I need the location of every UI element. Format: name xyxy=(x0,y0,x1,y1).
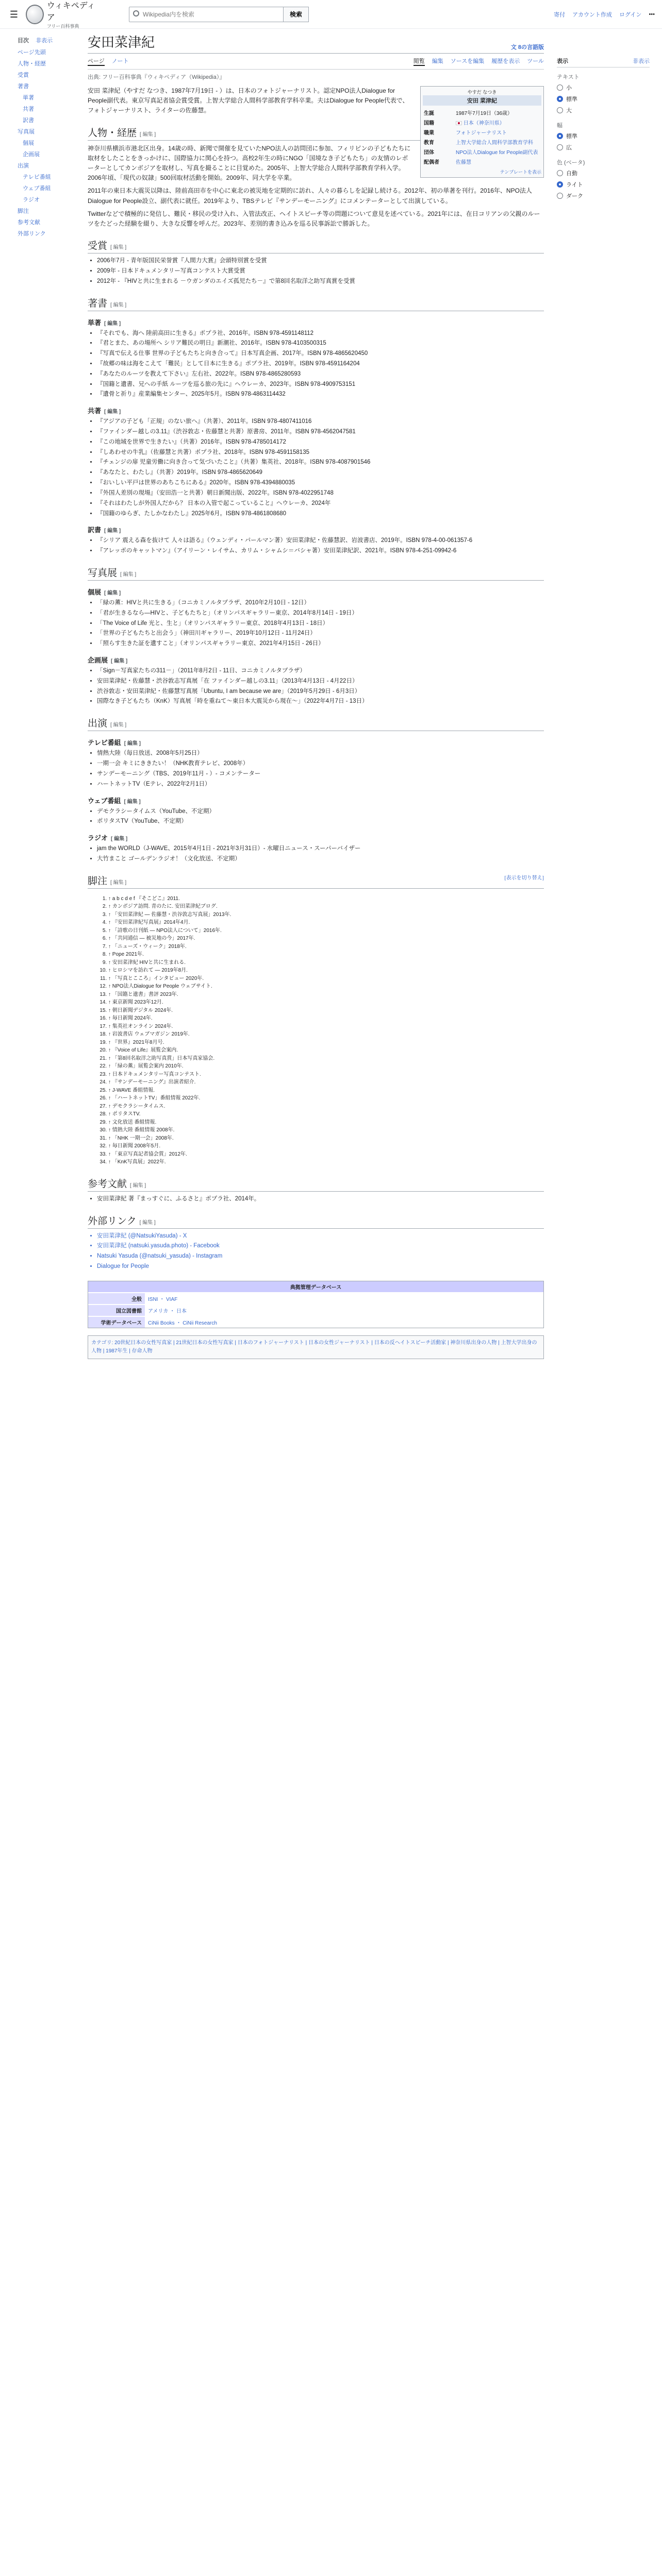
search-form xyxy=(129,7,309,22)
text-size-option[interactable] xyxy=(557,105,650,116)
awards-list xyxy=(88,257,544,286)
list-item: • 渋谷敦志・安田菜津紀・佐藤慧写真展「Ubuntu, I am because we are」（2019年5月29日 - 6月3日） xyxy=(97,687,544,697)
article-source-line: 出典: フリー百科事典『ウィキペディア（Wikipedia）』 xyxy=(88,74,225,80)
bio-paragraph: Twitterなどで積極的に発信し、難民・移民の受け入れ、入管法改正、ヘイトスピーチ等の問題について意見を述べている。2021年には、在日コリアンの父親のルーツをたどった経験を綴り、大きな反響を呼んだ。2023年、差別的書き込みを巡る民事訴訟で勝訴した。 xyxy=(88,210,540,227)
toc-item[interactable]: 単著 xyxy=(23,95,34,101)
color-label: 色 (ベータ) xyxy=(557,160,585,166)
page-title: 安田菜津紀 xyxy=(88,35,155,50)
list-item: • 『チェンジの扉 児童労働に向き合って気づいたこと』（共著）集英社、2018年。ISBN 978-4087901546 xyxy=(97,458,544,467)
subsection-heading: 企画展 [ 編集 ] xyxy=(88,656,128,664)
list-item: • ポリタスTV（YouTube、不定期） xyxy=(97,817,544,826)
bio-paragraph: 2011年の東日本大震災以降は、陸前高田市を中心に東北の被災地を定期的に訪れ、人々の暮らしを記録し続ける。2012年、初の単著を刊行。2016年、NPO法人Dialogue for People設立、副代表に就任。2019年より、TBSテレビ『サンデーモーニング』にコメンテーターとして出演している。 xyxy=(88,187,532,205)
list-item: • 情熱大陸（毎日放送、2008年5月25日） xyxy=(97,749,544,758)
section-heading-media: 出演 [ 編集 ] xyxy=(88,716,544,731)
section-heading-notes: 脚注 [ 編集 ] [表示を切り替え] xyxy=(88,873,544,889)
appearance-title: 表示 xyxy=(557,58,568,64)
navbox-title: 典拠管理データベース xyxy=(88,1281,543,1292)
reference-item[interactable]: 4. ↑ 『安田菜津紀写真展』2014年4月. xyxy=(108,919,544,927)
text-size-option[interactable] xyxy=(557,82,650,93)
reference-item[interactable]: 8. ↑ Pope 2021年. xyxy=(108,951,544,959)
edit-link[interactable]: [ 編集 ] xyxy=(110,302,127,308)
toc-hide-button[interactable]: 非表示 xyxy=(36,38,53,44)
subsection-heading: ウェブ番組 [ 編集 ] xyxy=(88,796,141,805)
table-of-contents xyxy=(18,36,79,239)
reference-item[interactable]: 24. ↑ 『サンデーモーニング』出演者紹介. xyxy=(108,1079,544,1087)
reference-item[interactable]: 25. ↑ J-WAVE 番組情報. xyxy=(108,1087,544,1095)
category-links[interactable]: カテゴリ: 20世紀日本の女性写真家 | 21世紀日本の女性写真家 | 日本のフォトジャーナリスト | 日本の女性ジャーナリスト | 日本の反ヘイトスピーチ活動家 | 神奈川県出身の人物 | 上智大学出身の人物 | 1987年生 | 存命人物 xyxy=(88,1335,544,1359)
reference-item[interactable]: 33. ↑ 「東京写真記者協会賞」2012年. xyxy=(108,1151,544,1159)
list-item: • 『遺骨と祈り』産業編集センター、2025年5月。ISBN 978-4863114432 xyxy=(97,390,544,399)
section-heading-bio: 人物・経歴 [ 編集 ] xyxy=(88,125,544,141)
list-item: • 2006年7月 - 青年版国民栄誉賞『人間力大賞』会頭特別賞を受賞 xyxy=(97,257,544,266)
reference-item[interactable]: 10. ↑ ヒロシマを訪れて ― 2019年8月. xyxy=(108,967,544,975)
edit-link[interactable]: [ 編集 ] xyxy=(120,571,137,578)
login-link[interactable]: ログイン xyxy=(619,11,642,18)
edit-link[interactable]: [ 編集 ] xyxy=(104,409,121,415)
reference-item[interactable]: 29. ↑ 文化放送 番組情報. xyxy=(108,1119,544,1127)
reference-item[interactable]: 5. ↑ 「詩歌の日刊紙 ― NPO法人について」2016年. xyxy=(108,927,544,935)
reference-item[interactable]: 27. ↑ デモクラシータイムス. xyxy=(108,1103,544,1111)
reference-item[interactable]: 17. ↑ 集英社オンライン 2024年. xyxy=(108,1023,544,1031)
list-item: • 2009年 - 日本ドキュメンタリー写真コンテスト大賞受賞 xyxy=(97,267,544,276)
toc-item[interactable]: 参考文献 xyxy=(18,219,40,226)
list-item: • 『写真で伝える仕事 世界の子どもたちと向き合って』日本写真企画、2017年。ISBN 978-4865620450 xyxy=(97,349,544,359)
appearance-hide-button[interactable]: 非表示 xyxy=(633,58,650,64)
search-input[interactable] xyxy=(129,7,284,22)
list-item: • 『あなたと、わたし』（共著）2019年。ISBN 978-4865620649 xyxy=(97,468,544,478)
page-tabs xyxy=(88,57,544,70)
intro-paragraph: 安田 菜津紀（やすだ なつき、1987年7月19日 - ）は、日本のフォトジャーナリスト。認定NPO法人Dialogue for People副代表。東京写真記者協会賞受賞。上智大学総合人間科学部教育学科卒業。夫はDialogue for People代表で、フォトジャーナリスト、ライターの佐藤慧。 xyxy=(88,87,409,114)
donate-link[interactable]: 寄付 xyxy=(554,11,566,18)
list-item: • 『アジアの子ども「正規」のない旅へ』（共著）、2011年。ISBN 978-4807411016 xyxy=(97,417,544,427)
radio-icon xyxy=(557,170,563,176)
main-menu-icon[interactable]: ☰ xyxy=(9,9,19,20)
infobox-name: 安田 菜津紀 xyxy=(423,95,541,106)
reference-item[interactable]: 15. ↑ 朝日新聞デジタル 2024年. xyxy=(108,1007,544,1015)
references-list xyxy=(88,895,544,1167)
list-item: • 『外国人差別の現場』（安田浩一と共著）朝日新聞出版、2022年。ISBN 978-4022951748 xyxy=(97,489,544,498)
list-item: • 『シリア 震える森を抜けて 人々は語る』（ウェンディ・パールマン著）安田菜津紀・佐藤慧訳、岩波書店、2019年。ISBN 978-4-00-061357-6 xyxy=(97,536,544,546)
reference-item[interactable]: 7. ↑ 「ニューズ・ウィーク」2018年. xyxy=(108,943,544,951)
edit-link[interactable]: [ 編集 ] xyxy=(110,879,127,886)
radio-icon xyxy=(557,144,563,150)
toc-item[interactable]: ラジオ xyxy=(23,197,40,203)
toc-item[interactable]: 脚注 xyxy=(18,208,29,214)
toc-item[interactable]: 外部リンク xyxy=(18,231,46,237)
search-icon xyxy=(133,10,139,16)
list-item: • 安田菜津紀・佐藤慧・渋谷敦志写真展「在 ファインダー越しの3.11」（2013年4月13日 - 4月22日） xyxy=(97,677,544,686)
appearance-panel xyxy=(557,57,650,201)
option-label: ダーク xyxy=(566,193,583,199)
edit-link[interactable]: [ 編集 ] xyxy=(111,658,128,664)
section-heading-awards: 受賞 [ 編集 ] xyxy=(88,238,544,253)
reference-item[interactable]: 26. ↑ 「ハートネットTV」番組情報 2022年. xyxy=(108,1095,544,1103)
edit-link[interactable]: [ 編集 ] xyxy=(139,1219,156,1226)
subsection-heading: 単著 [ 編集 ] xyxy=(88,318,121,327)
list-item: • 『アレッポのキャットマン』（アイリーン・レイサム、カリム・シャムシ＝バシャ著）安田菜津紀訳、2021年。ISBN 978-4-251-09942-6 xyxy=(97,547,544,556)
subsection-heading: テレビ番組 [ 編集 ] xyxy=(88,739,141,747)
list-item: • 一期一会 キミにききたい！（NHK教育テレビ、2008年） xyxy=(97,759,544,769)
article-content xyxy=(88,32,544,1359)
list-item: • 安田菜津紀 著『まっすぐに、ふるさと』ポプラ社、2014年。 xyxy=(97,1195,544,1204)
toggle-notes-button[interactable]: [表示を切り替え] xyxy=(504,875,544,881)
language-button[interactable]: 文 8の言語版 xyxy=(510,44,544,50)
list-item: • 「The Voice of Life 光と、生と」（オリンパスギャラリー東京、2018年4月13日 - 18日） xyxy=(97,619,544,629)
subsection-heading: 個展 [ 編集 ] xyxy=(88,588,121,596)
infobox-row: 配偶者 佐藤慧 xyxy=(424,160,471,165)
site-header xyxy=(0,0,662,29)
reference-item[interactable]: 9. ↑ 安田菜津紀 HIVと共に生まれる. xyxy=(108,959,544,967)
edit-link[interactable]: [ 編集 ] xyxy=(110,722,127,728)
reference-item[interactable]: 23. ↑ 日本ドキュメンタリー写真コンテスト. xyxy=(108,1071,544,1079)
navbox-row: 国立図書館 アメリカ ・ 日本 xyxy=(88,1304,543,1316)
toc-item[interactable]: 訳書 xyxy=(23,117,34,124)
navbox-row: 全般 ISNI ・ VIAF xyxy=(88,1293,543,1304)
color-option[interactable] xyxy=(557,190,650,201)
option-label: 小 xyxy=(566,85,572,91)
infobox-row: 生誕 1987年7月19日（36歳） xyxy=(424,111,513,116)
reference-item[interactable]: 32. ↑ 毎日新聞 2008年5月. xyxy=(108,1143,544,1150)
infobox xyxy=(420,86,544,178)
subsection-heading: ラジオ [ 編集 ] xyxy=(88,834,128,842)
radio-selected-icon xyxy=(557,96,563,102)
single-books-list xyxy=(88,329,544,400)
list-item: • 『おいしい平戸は世界のあちこちにある』2020年。ISBN 978-4394880035 xyxy=(97,479,544,488)
list-item: • 『ファインダー越しの3.11』（渋谷敦志・佐藤慧と共著）原書房、2011年。ISBN 978-4562047581 xyxy=(97,428,544,437)
edit-link[interactable]: [ 編集 ] xyxy=(124,799,141,805)
text-size-label: テキスト xyxy=(557,74,580,80)
toc-item[interactable]: テレビ番組 xyxy=(23,174,51,180)
edit-link[interactable]: [ 編集 ] xyxy=(104,590,121,596)
width-option[interactable] xyxy=(557,130,650,142)
toc-item[interactable]: 個展 xyxy=(23,140,34,146)
reference-item[interactable]: 20. ↑ 『Voice of Life』展覧会案内. xyxy=(108,1047,544,1055)
list-item: • 『君とまた、あの場所へ シリア難民の明日』新潮社、2016年。ISBN 978-4103500315 xyxy=(97,339,544,348)
color-option[interactable] xyxy=(557,167,650,179)
toc-item[interactable]: 共著 xyxy=(23,106,34,112)
toc-item[interactable]: 著書 xyxy=(18,83,29,90)
radio-selected-icon xyxy=(557,133,563,139)
search-button[interactable]: 検索 xyxy=(284,7,309,22)
subsection-heading: 訳書 [ 編集 ] xyxy=(88,526,121,534)
external-link[interactable]: • 安田菜津紀 (natsuki.yasuda.photo) - Facebook xyxy=(97,1242,544,1251)
solo-exhibits-list xyxy=(88,599,544,649)
toc-item[interactable]: 受賞 xyxy=(18,72,29,78)
reference-item[interactable]: 11. ↑ 「写真とこころ」インタビュー 2020年. xyxy=(108,975,544,983)
external-link[interactable]: • 安田菜津紀 (@NatsukiYasuda) - X xyxy=(97,1232,544,1241)
toc-item[interactable]: 人物・経歴 xyxy=(18,61,46,67)
edit-link[interactable]: [ 編集 ] xyxy=(140,131,156,138)
radio-icon xyxy=(557,193,563,199)
list-item: • 大竹まこと ゴールデンラジオ！（文化放送、不定期） xyxy=(97,855,544,864)
list-item: • 『国籍と遺書、兄への手紙 ルーツを巡る旅の先に』ヘウレーカ、2023年。ISBN 978-4909753151 xyxy=(97,380,544,389)
list-item: • 『故郷の味は海をこえて「難民」として日本に生きる』ポプラ社、2019年。ISBN 978-4591164204 xyxy=(97,360,544,369)
tab-edit[interactable]: 編集 xyxy=(432,58,443,64)
list-item: • デモクラシータイムス（YouTube、不定期） xyxy=(97,807,544,817)
list-item: • 「君が生きるなら―HIVと、子どもたちと」（オリンパスギャラリー東京、2014年8月14日 - 19日） xyxy=(97,609,544,618)
color-option[interactable] xyxy=(557,179,650,190)
group-exhibits-list xyxy=(88,667,544,706)
infobox-kana: やすだ なつき xyxy=(467,90,497,95)
list-item: • 「緑の薫：HIVと共に生きる」（コニカミノルタプラザ、2010年2月10日 - 12日） xyxy=(97,599,544,608)
toc-item[interactable]: ウェブ番組 xyxy=(23,185,51,192)
authority-control-navbox xyxy=(88,1281,544,1328)
list-item: • 『しあわせの牛乳』（佐藤慧と共著）ポプラ社、2018年。ISBN 978-4591158135 xyxy=(97,448,544,457)
section-heading-ext: 外部リンク [ 編集 ] xyxy=(88,1213,544,1229)
option-label: 広 xyxy=(566,145,572,151)
option-label: ライト xyxy=(566,182,583,188)
radio-list xyxy=(88,844,544,864)
reference-item[interactable]: 22. ↑ 「緑の薫」展覧会案内 2010年. xyxy=(108,1063,544,1071)
bibliography-list xyxy=(88,1195,544,1204)
reference-item[interactable]: 21. ↑ 「第8回名取洋之助写真賞」日本写真家協会. xyxy=(108,1055,544,1063)
toc-title: 目次 xyxy=(18,38,29,44)
list-item: • 「照らす生きた証を遺すこと」（オリンパスギャラリー東京、2021年4月15日 - 26日） xyxy=(97,639,544,649)
reference-item[interactable]: 12. ↑ NPO法人Dialogue for People ウェブサイト. xyxy=(108,983,544,991)
coauthored-list xyxy=(88,417,544,518)
list-item: • サンデーモーニング（TBS、2019年11月 - ）- コメンテーター xyxy=(97,770,544,779)
list-item: • 『あなたのルーツを教えて下さい』左右社、2022年。ISBN 978-4865280593 xyxy=(97,370,544,379)
infobox-template-link[interactable]: テンプレートを表示 xyxy=(500,170,541,175)
section-heading-books: 著書 [ 編集 ] xyxy=(88,296,544,311)
reference-item[interactable]: 13. ↑ 「国籍と遺書」書評 2023年. xyxy=(108,991,544,999)
external-link[interactable]: • Natsuki Yasuda (@natsuki_yasuda) - Instagram xyxy=(97,1252,544,1261)
width-label: 幅 xyxy=(557,123,562,129)
list-item: • 国際なき子どもたち（KnK）写真展「時を重ねて～東日本大震災から現在～」（2022年4月7日 - 13日） xyxy=(97,697,544,706)
logo-tagline: フリー百科事典 xyxy=(46,24,79,29)
wikipedia-globe-icon xyxy=(26,5,44,24)
reference-item[interactable]: 16. ↑ 毎日新聞 2024年. xyxy=(108,1015,544,1023)
text-size-option[interactable] xyxy=(557,93,650,105)
reference-item[interactable]: 31. ↑ 「NHK 一期一会」2008年. xyxy=(108,1135,544,1143)
radio-icon xyxy=(557,107,563,113)
radio-selected-icon xyxy=(557,181,563,188)
reference-item[interactable]: 2. ↑ カンボジア訪問. 青のたに. 安田菜津紀ブログ. xyxy=(108,903,544,911)
tab-history[interactable]: 履歴を表示 xyxy=(491,58,520,64)
toc-item[interactable]: 企画展 xyxy=(23,151,40,158)
infobox-row: 国籍 日本（神奈川県） xyxy=(424,121,505,126)
option-label: 自動 xyxy=(566,171,577,177)
reference-item[interactable]: 34. ↑ 「KnK写真展」2022年. xyxy=(108,1159,544,1166)
translations-list xyxy=(88,536,544,556)
tab-edit-source[interactable]: ソースを編集 xyxy=(450,58,485,64)
reference-item[interactable]: 19. ↑ 『世界』2021年8月号. xyxy=(108,1039,544,1047)
tab-read[interactable]: 閲覧 xyxy=(413,57,425,66)
japan-flag-icon xyxy=(456,121,462,125)
section-heading-exhibits: 写真展 [ 編集 ] xyxy=(88,565,544,581)
infobox-row: 職業 フォトジャーナリスト xyxy=(424,130,507,136)
reference-item[interactable]: 3. ↑ 「安田菜津紀 ― 佐藤慧・渋谷敦志写真展」2013年. xyxy=(108,911,544,919)
user-links xyxy=(554,10,655,19)
option-label: 標準 xyxy=(566,96,577,103)
list-item: • ハートネットTV（Eテレ、2022年2月1日） xyxy=(97,780,544,789)
external-links-list xyxy=(88,1232,544,1272)
list-item: • 「世界の子どもたちと出会う」（神田川ギャラリー、2019年10月12日 - 11月24日） xyxy=(97,629,544,638)
option-label: 大 xyxy=(566,108,572,114)
web-list xyxy=(88,807,544,827)
list-item: • 『それはわたしが外国人だから？ 日本の入管で起こっていること』ヘウレーカ、2024年 xyxy=(97,499,544,509)
create-account-link[interactable]: アカウント作成 xyxy=(572,11,612,18)
subsection-heading: 共著 [ 編集 ] xyxy=(88,407,121,415)
tab-talk[interactable]: ノート xyxy=(111,58,129,64)
radio-icon xyxy=(557,84,563,91)
edit-link[interactable]: [ 編集 ] xyxy=(110,245,127,251)
list-item: • 2012年 - 『HIVと共に生まれる －ウガンダのエイズ孤児たち－』で第8回名取洋之助写真賞を受賞 xyxy=(97,277,544,286)
list-item: • 『国籍のゆらぎ、たしかなわたし』2025年6月。ISBN 978-4861808680 xyxy=(97,510,544,519)
edit-link[interactable]: [ 編集 ] xyxy=(124,741,141,747)
site-logo[interactable] xyxy=(26,0,98,29)
option-label: 標準 xyxy=(566,133,577,140)
list-item: • 『この地域を世界で生きたい』（共著）2016年。ISBN 978-4785014172 xyxy=(97,438,544,447)
edit-link[interactable]: [ 編集 ] xyxy=(111,836,128,842)
reference-item[interactable]: 30. ↑ 情熱大陸 番組情報 2008年. xyxy=(108,1127,544,1134)
tv-list xyxy=(88,749,544,789)
width-option[interactable] xyxy=(557,142,650,153)
toc-item[interactable]: ページ先頭 xyxy=(18,49,46,56)
more-options-icon[interactable]: ••• xyxy=(649,11,655,18)
toc-item[interactable]: 写真展 xyxy=(18,129,35,135)
bio-paragraph: 神奈川県横浜市港北区出身。14歳の時、新聞で開催を見ていたNPO法人の訪問団に参加、フィリピンの子どもたちに取材をしたことをきっかけに、国際協力に関心を持つ。高校2年生の時にNGO「国境なき子どもたち」の友情のレポーターとしてカンボジアを取材し、写真を撮ることに目覚めた。2005年、上智大学総合人間科学部教育学科入学。2006年頃、「現代の奴隷」500回取材活動を開始。2009年、同大学を卒業。 xyxy=(88,144,411,182)
reference-item[interactable]: 18. ↑ 岩波書店 ウェブマガジン 2019年. xyxy=(108,1031,544,1039)
edit-link[interactable]: [ 編集 ] xyxy=(104,528,121,534)
tab-tools[interactable]: ツール xyxy=(527,58,544,64)
toc-item[interactable]: 出演 xyxy=(18,163,29,169)
reference-item[interactable]: 1. ↑ a b c d e f 『そこどこ』2011. xyxy=(108,895,544,903)
list-item: • 『それでも、海へ 陸前高田に生きる』ポプラ社、2016年。ISBN 978-4591148112 xyxy=(97,329,544,338)
external-link[interactable]: • Dialogue for People xyxy=(97,1262,544,1272)
edit-link[interactable]: [ 編集 ] xyxy=(130,1182,146,1189)
edit-link[interactable]: [ 編集 ] xyxy=(104,320,121,327)
infobox-row: 団体 NPO法人Dialogue for People副代表 xyxy=(424,150,538,156)
tab-article[interactable]: ページ xyxy=(88,57,105,66)
list-item: • jam the WORLD（J-WAVE、2015年4月1日 - 2021年3月31日）- 水曜日ニュース・スーパーバイザー xyxy=(97,844,544,854)
section-heading-refs: 参考文献 [ 編集 ] xyxy=(88,1176,544,1192)
reference-item[interactable]: 14. ↑ 東京新聞 2023年12月. xyxy=(108,999,544,1007)
reference-item[interactable]: 28. ↑ ポリタスTV. xyxy=(108,1111,544,1118)
logo-title: ウィキペディア xyxy=(46,2,95,22)
list-item: • 「Sign－写真家たちの311－」（2011年8月2日 - 11日、コニカミノルタプラザ） xyxy=(97,667,544,676)
navbox-row: 学術データベース CiNii Books ・ CiNii Research xyxy=(88,1316,543,1328)
infobox-row: 教育 上智大学総合人間科学部教育学科 xyxy=(424,140,533,146)
reference-item[interactable]: 6. ↑ 「共同通信 ― 被災地の今」2017年. xyxy=(108,935,544,943)
